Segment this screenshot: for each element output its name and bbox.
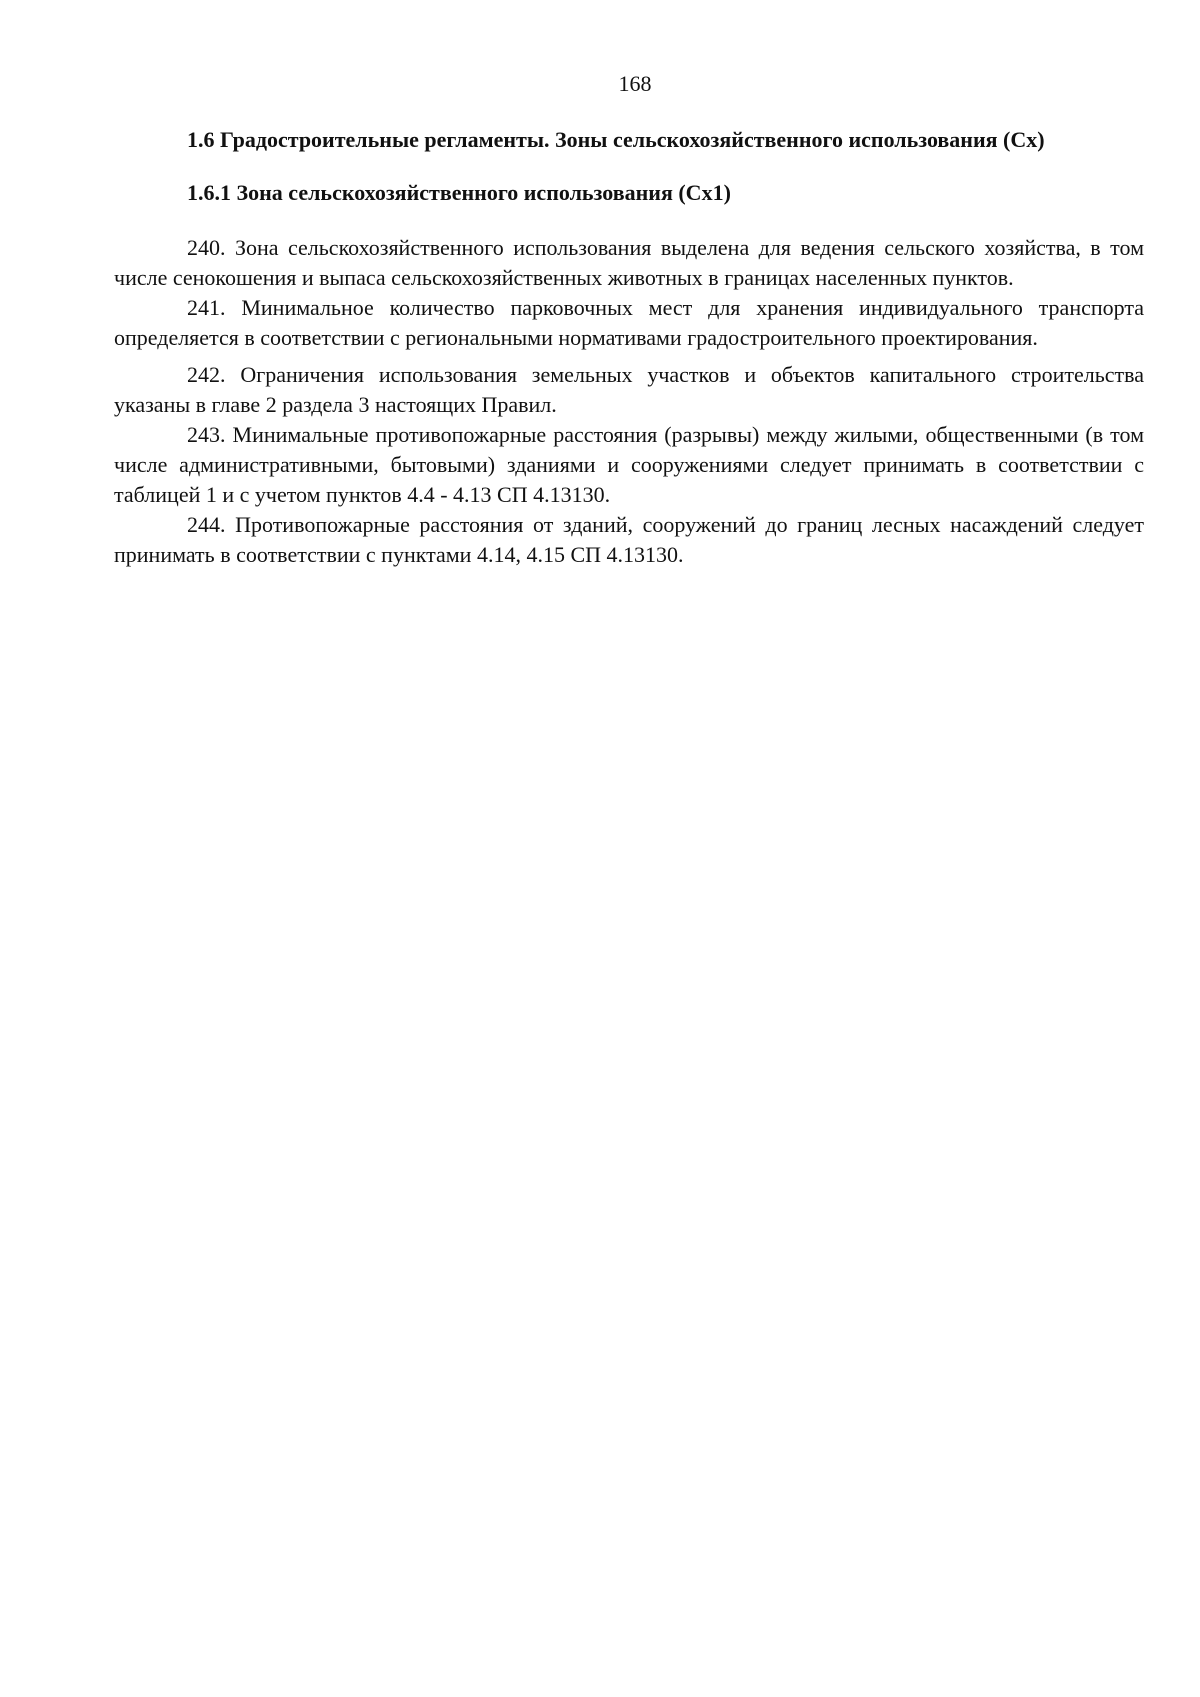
paragraph-241: 241. Минимальное количество парковочных мест для хранения индивидуального транспорта определяется в соответствии с региональными нормативами градостроительного проектирования. bbox=[114, 295, 1144, 350]
subsection-heading: 1.6.1 Зона сельскохозяйственного использования (Сх1) bbox=[187, 180, 731, 205]
page-content bbox=[114, 125, 1144, 570]
page-number: 168 bbox=[618, 71, 652, 96]
paragraph-243: 243. Минимальные противопожарные расстояния (разрывы) между жилыми, общественными (в том числе административными, бытовыми) зданиями и сооружениями следует принимать в соответствии с таблицей 1 и с учетом пунктов 4.4 - 4.13 СП 4.13130. bbox=[114, 422, 1144, 507]
section-heading: 1.6 Градостроительные регламенты. Зоны сельскохозяйственного использования (Сх) bbox=[187, 127, 1045, 152]
paragraph-242: 242. Ограничения использования земельных участков и объектов капитального строительства указаны в главе 2 раздела 3 настоящих Правил. bbox=[114, 362, 1144, 417]
paragraph-240: 240. Зона сельскохозяйственного использования выделена для ведения сельского хозяйства, в том числе сенокошения и выпаса сельскохозяйственных животных в границах населенных пунктов. bbox=[114, 235, 1144, 290]
paragraph-244: 244. Противопожарные расстояния от зданий, сооружений до границ лесных насаждений следует принимать в соответствии с пунктами 4.14, 4.15 СП 4.13130. bbox=[114, 512, 1144, 567]
